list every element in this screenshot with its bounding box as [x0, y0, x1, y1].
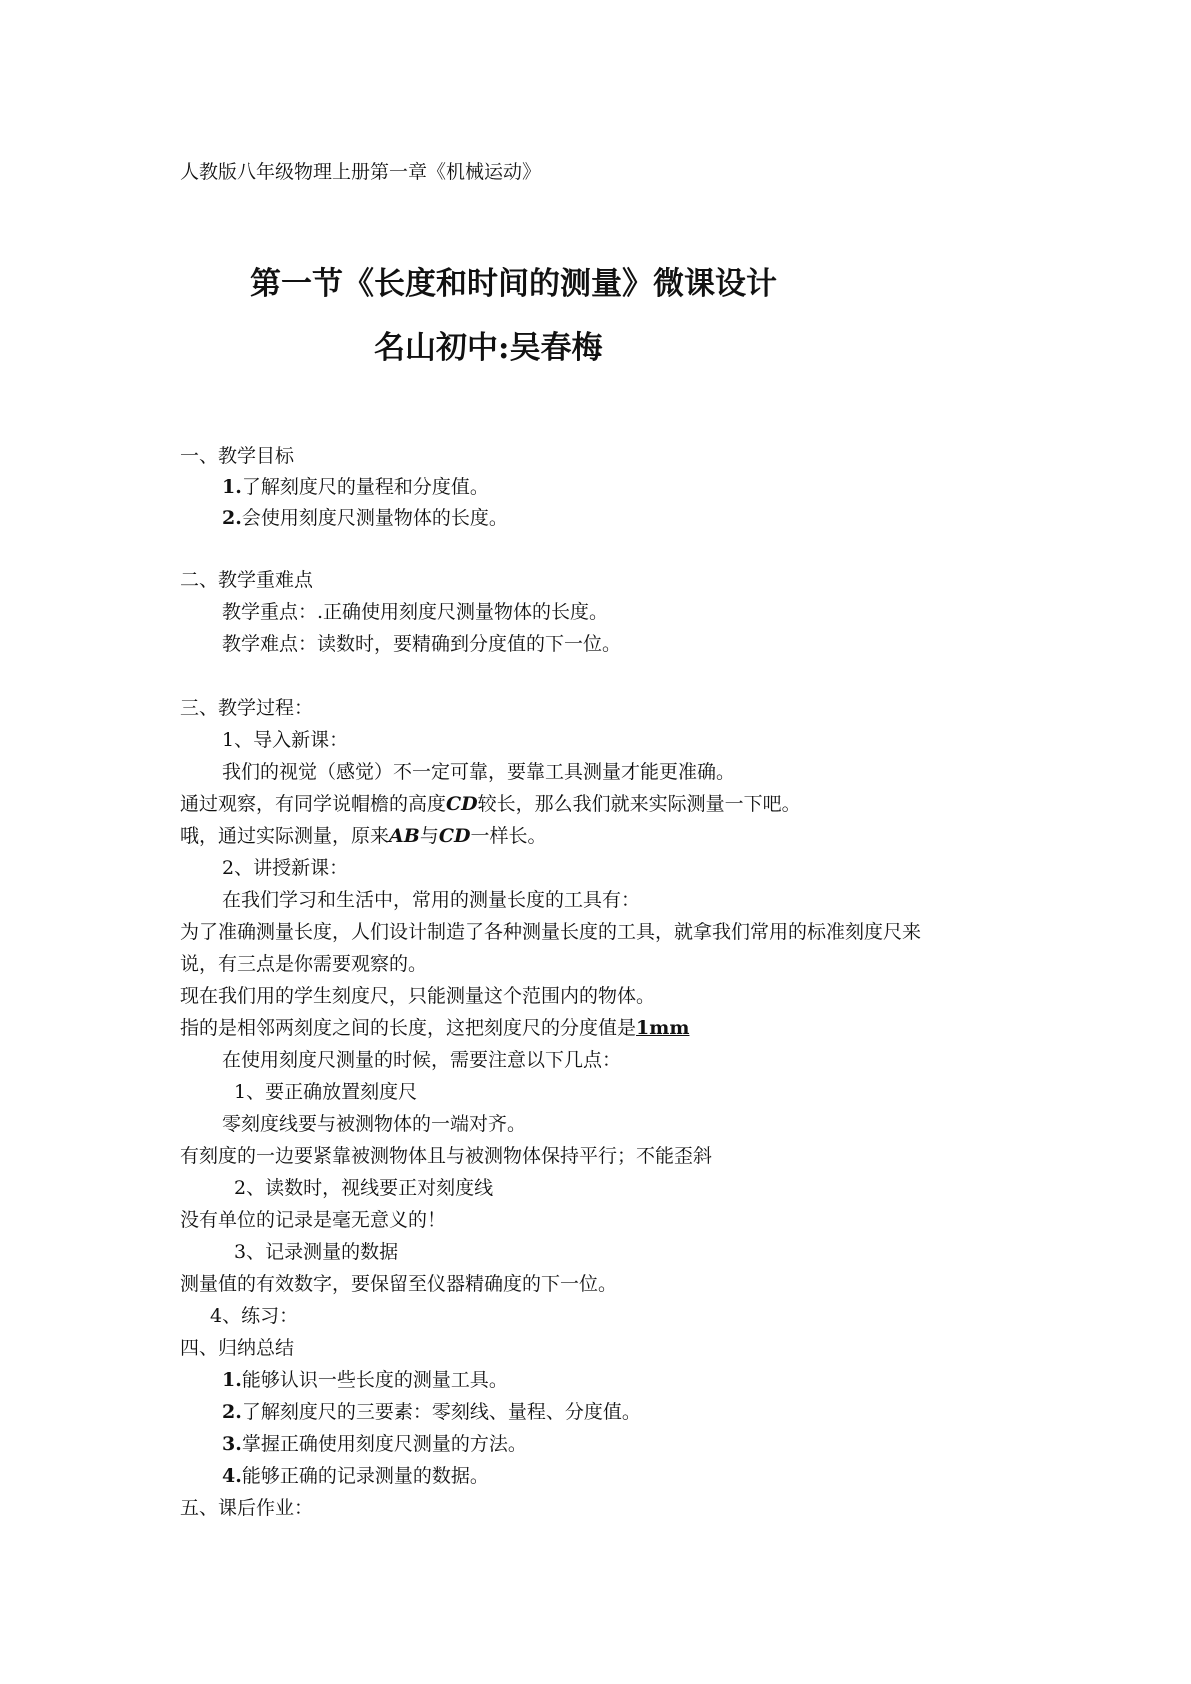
text-segment: 较长，那么我们就来实际测量一下吧。	[477, 793, 801, 815]
item-text: 了解刻度尺的量程和分度值。	[241, 476, 489, 498]
point1-line1: 零刻度线要与被测物体的一端对齐。	[222, 1113, 527, 1135]
part4-title: 4、练习：	[210, 1305, 299, 1327]
part1-title: 1、导入新课：	[222, 729, 349, 751]
label-ab: AB	[389, 825, 420, 847]
division-value: 1mm	[636, 1017, 690, 1039]
section2-heading: 二、教学重难点	[180, 569, 314, 591]
text-segment: 通过观察，有同学说帽檐的高度	[180, 793, 447, 815]
item-text: 掌握正确使用刻度尺测量的方法。	[241, 1433, 527, 1455]
text-segment: 哦，通过实际测量，原来	[180, 825, 390, 847]
section3-heading: 三、教学过程：	[180, 697, 314, 719]
part2-title: 2、讲授新课：	[222, 857, 349, 879]
point1-title: 1、要正确放置刻度尺	[234, 1081, 418, 1103]
part2-line5	[180, 1016, 689, 1040]
section4-item-2	[222, 1400, 641, 1424]
document-author: 名山初中:吴春梅	[374, 330, 603, 366]
label-cd: CD	[446, 793, 478, 815]
text-segment: 指的是相邻两刻度之间的长度，这把刻度尺的分度值是	[180, 1017, 637, 1039]
point1-line2: 有刻度的一边要紧靠被测物体且与被测物体保持平行；不能歪斜	[180, 1145, 713, 1167]
item-number: 1.	[222, 476, 242, 498]
document-title: 第一节《长度和时间的测量》微课设计	[250, 266, 777, 302]
point3-line1: 测量值的有效数字，要保留至仪器精确度的下一位。	[180, 1273, 618, 1295]
item-number: 2.	[222, 507, 242, 529]
part1-line2	[180, 792, 801, 816]
section5-heading: 五、课后作业：	[180, 1497, 314, 1519]
difficulty-point: 教学难点：读数时，要精确到分度值的下一位。	[222, 633, 622, 655]
item-text: 了解刻度尺的三要素：零刻线、量程、分度值。	[241, 1401, 641, 1423]
item-text: 能够认识一些长度的测量工具。	[241, 1369, 508, 1391]
item-number: 2.	[222, 1401, 242, 1423]
item-number: 3.	[222, 1433, 242, 1455]
point2-title: 2、读数时，视线要正对刻度线	[234, 1177, 494, 1199]
part2-line2: 为了准确测量长度，人们设计制造了各种测量长度的工具，就拿我们常用的标准刻度尺来	[180, 921, 922, 943]
section4-item-3	[222, 1432, 527, 1456]
part2-line1: 在我们学习和生活中，常用的测量长度的工具有：	[222, 889, 641, 911]
document-subtitle: 人教版八年级物理上册第一章《机械运动》	[180, 161, 542, 183]
part2-line3: 说，有三点是你需要观察的。	[180, 953, 428, 975]
item-text: 能够正确的记录测量的数据。	[241, 1465, 489, 1487]
section1-item-1	[222, 475, 489, 499]
part2-line6: 在使用刻度尺测量的时候，需要注意以下几点：	[222, 1049, 622, 1071]
text-segment: 一样长。	[470, 825, 547, 847]
section4-item-4	[222, 1464, 489, 1488]
section4-heading: 四、归纳总结	[180, 1337, 295, 1359]
part1-line1: 我们的视觉（感觉）不一定可靠，要靠工具测量才能更准确。	[222, 761, 736, 783]
text-segment: 与	[419, 825, 439, 847]
part1-line3	[180, 824, 546, 848]
section1-heading: 一、教学目标	[180, 445, 295, 467]
point3-title: 3、记录测量的数据	[234, 1241, 399, 1263]
point2-line1: 没有单位的记录是毫无意义的！	[180, 1209, 447, 1231]
label-cd: CD	[438, 825, 471, 847]
item-number: 1.	[222, 1369, 242, 1391]
item-text: 会使用刻度尺测量物体的长度。	[241, 507, 508, 529]
item-number: 4.	[222, 1465, 242, 1487]
section1-item-2	[222, 506, 508, 530]
part2-line4: 现在我们用的学生刻度尺，只能测量这个范围内的物体。	[180, 985, 656, 1007]
section4-item-1	[222, 1368, 508, 1392]
key-point: 教学重点：.正确使用刻度尺测量物体的长度。	[222, 601, 609, 623]
